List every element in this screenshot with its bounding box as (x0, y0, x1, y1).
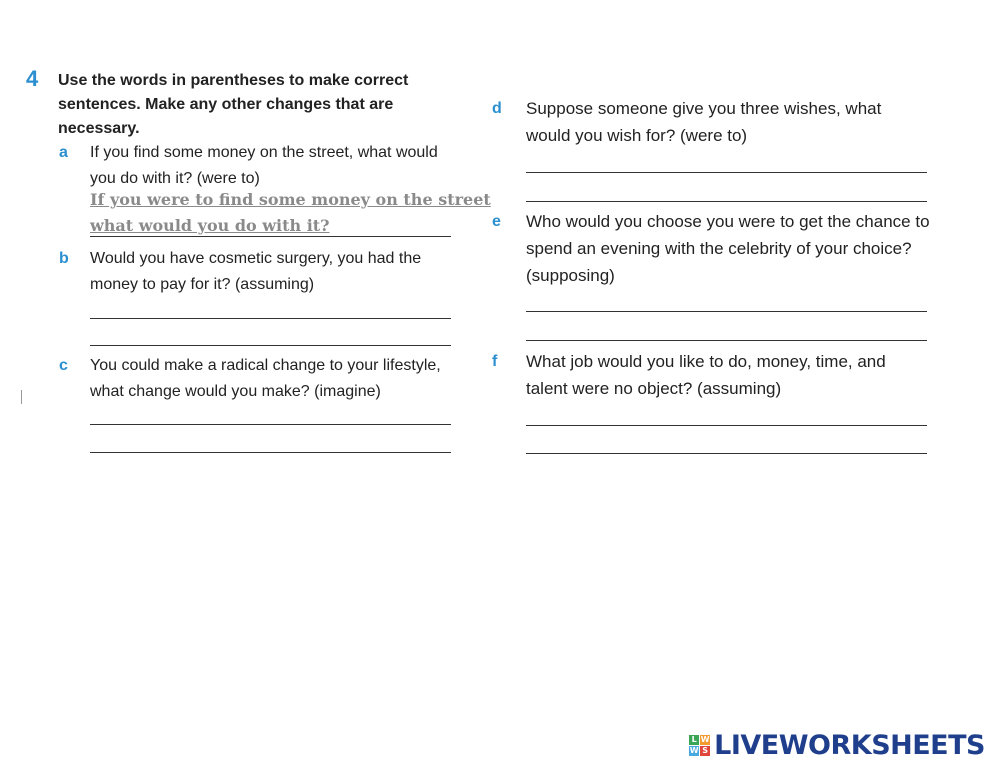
liveworksheets-logo (689, 730, 985, 761)
brand-name: LIVEWORKSHEETS (714, 730, 985, 761)
answer-line[interactable] (90, 424, 451, 425)
logo-icon: L W W S (689, 735, 710, 755)
question-text: Suppose someone give you three wishes, what would you wish for? (were to) (526, 99, 882, 145)
question-letter: d (492, 100, 502, 117)
margin-mark (21, 390, 22, 404)
question-text: You could make a radical change to your lifestyle, what change would you make? (imagine) (90, 357, 441, 400)
question-letter: e (492, 213, 501, 230)
answer-line[interactable] (90, 236, 451, 237)
question-letter: a (59, 144, 68, 161)
exercise-instructions: Use the words in parentheses to make correct sentences. Make any other changes that are necessary. (58, 72, 409, 137)
answer-line[interactable] (526, 425, 927, 426)
question-text: Would you have cosmetic surgery, you had the money to pay for it? (assuming) (90, 250, 422, 293)
answer-line[interactable] (90, 452, 451, 453)
answer-text: what would you do with it? (90, 216, 330, 235)
question-letter: b (59, 250, 69, 267)
answer-line[interactable] (526, 172, 927, 173)
answer-line[interactable] (526, 311, 927, 312)
question-text: What job would you like to do, money, time, and talent were no object? (assuming) (526, 352, 886, 398)
answer-text: If you were to find some money on the street (90, 190, 491, 209)
question-letter: f (492, 353, 498, 370)
answer-line[interactable] (90, 345, 451, 346)
question-letter: c (59, 357, 68, 374)
answer-line[interactable] (526, 340, 927, 341)
answer-line[interactable] (526, 201, 927, 202)
question-text: Who would you choose you were to get the chance to spend an evening with the celebrity of your choice? (supposing) (526, 212, 930, 285)
question-text: If you find some money on the street, what would you do with it? (were to) (90, 144, 438, 187)
exercise-number: 4 (26, 66, 39, 91)
answer-line[interactable] (90, 318, 451, 319)
answer-line[interactable] (526, 453, 927, 454)
